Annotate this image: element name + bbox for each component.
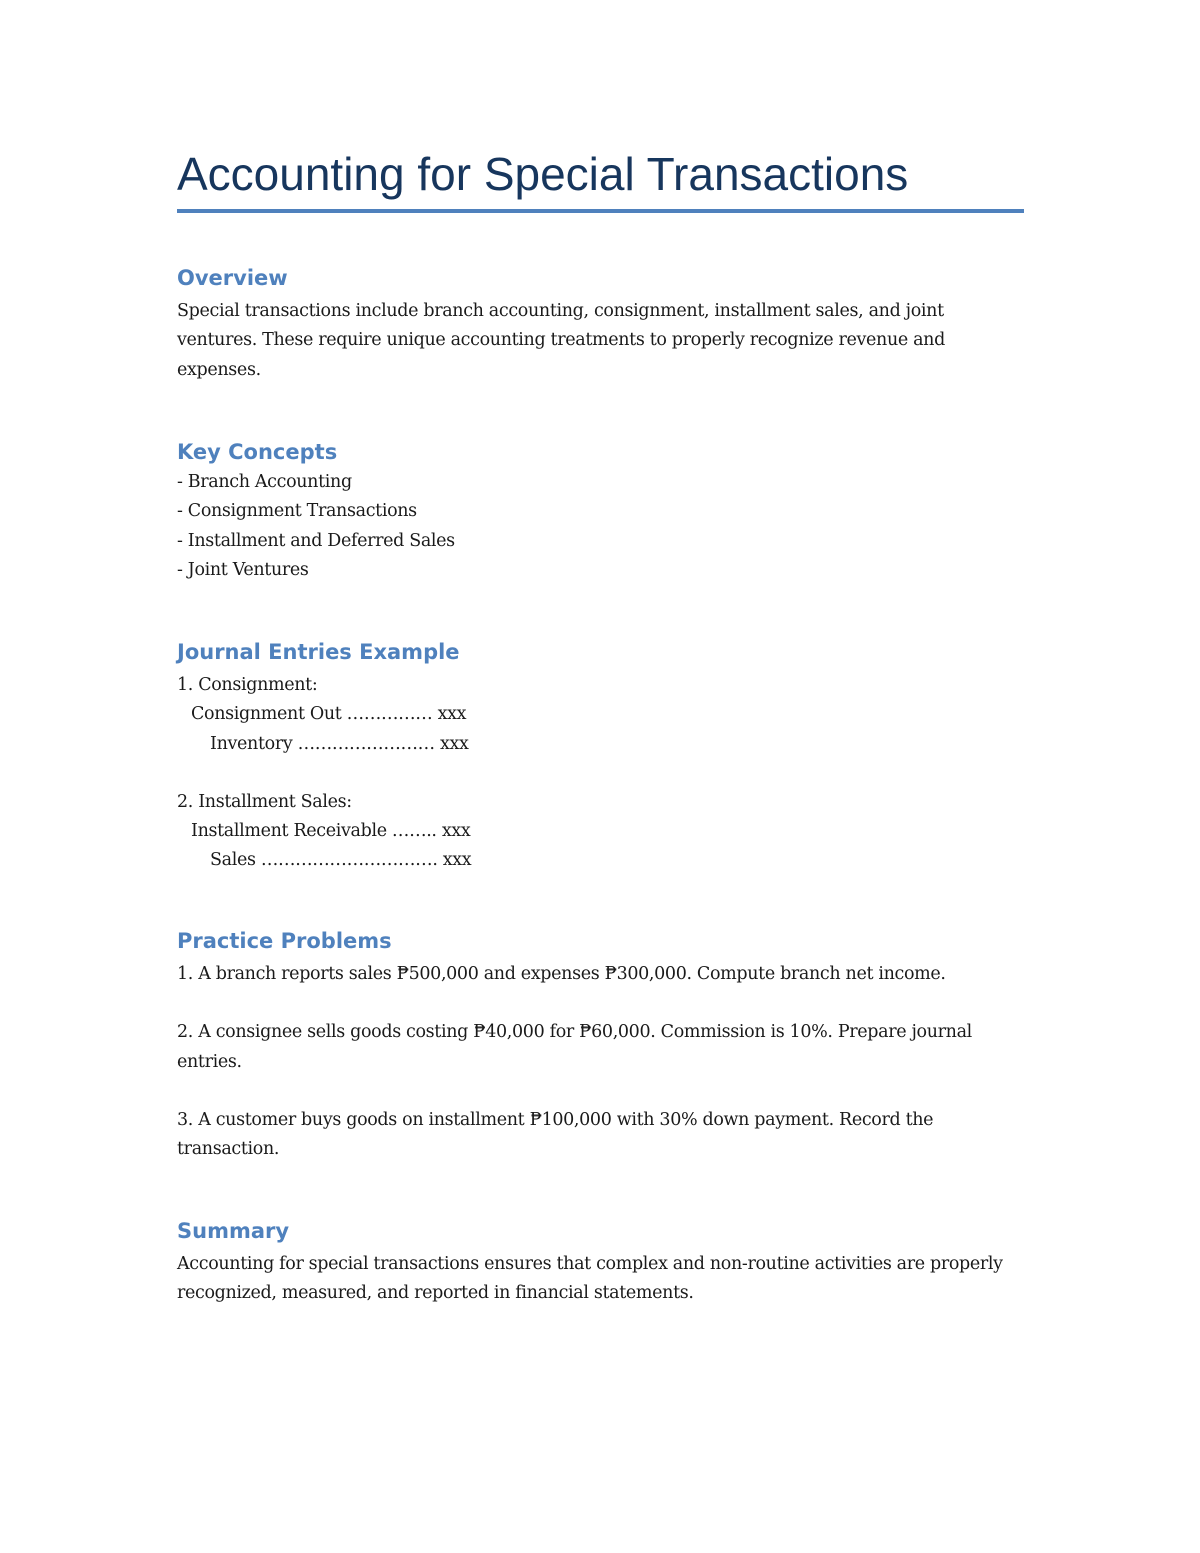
entry-credit-line: Inventory …………………… xxx [210,733,469,754]
journal-entries-heading: Journal Entries Example [177,640,460,664]
summary-text: Accounting for special transactions ensures that complex and non-routine activities are properly recognized, measured, and reported in financial statements. [177,1254,1003,1304]
summary-section [177,1216,1024,1309]
problem-item: 3. A customer buys goods on installment ₱100,000 with 30% down payment. Record the transaction. [177,1109,934,1160]
overview-heading: Overview [177,266,288,290]
entry-credit-line: Sales …………………………. xxx [210,850,472,871]
overview-section [177,263,1024,385]
document-title: Accounting for Special Transactions [177,148,909,200]
key-concepts-heading: Key Concepts [177,440,338,464]
list-item: - Joint Ventures [177,559,309,580]
entry-debit-line: Installment Receivable …….. xxx [191,821,471,842]
entry-label: 2. Installment Sales: [177,791,352,812]
journal-entries-section [177,637,1024,876]
list-item: - Consignment Transactions [177,501,417,522]
practice-problems-heading: Practice Problems [177,929,392,953]
practice-problems-section [177,926,1024,1164]
overview-text: Special transactions include branch accounting, consignment, installment sales, and joint ventures. These require unique accounting treatments to properly recognize revenue and expenses. [177,301,945,380]
summary-heading: Summary [177,1219,290,1243]
journal-entries-list [177,671,1024,876]
list-item: - Branch Accounting [177,472,352,492]
title-underline [177,209,1024,213]
key-concepts-list [177,468,1024,585]
entry-debit-line: Consignment Out …………… xxx [191,704,467,725]
problem-item: 1. A branch reports sales ₱500,000 and expenses ₱300,000. Compute branch net income. [177,964,946,984]
key-concepts-section [177,437,1024,585]
list-item: - Installment and Deferred Sales [177,530,455,551]
practice-problems-list [177,960,1024,1164]
entry-label: 1. Consignment: [177,675,318,695]
problem-item: 2. A consignee sells goods costing ₱40,000 for ₱60,000. Commission is 10%. Prepare journal entries. [177,1022,972,1072]
